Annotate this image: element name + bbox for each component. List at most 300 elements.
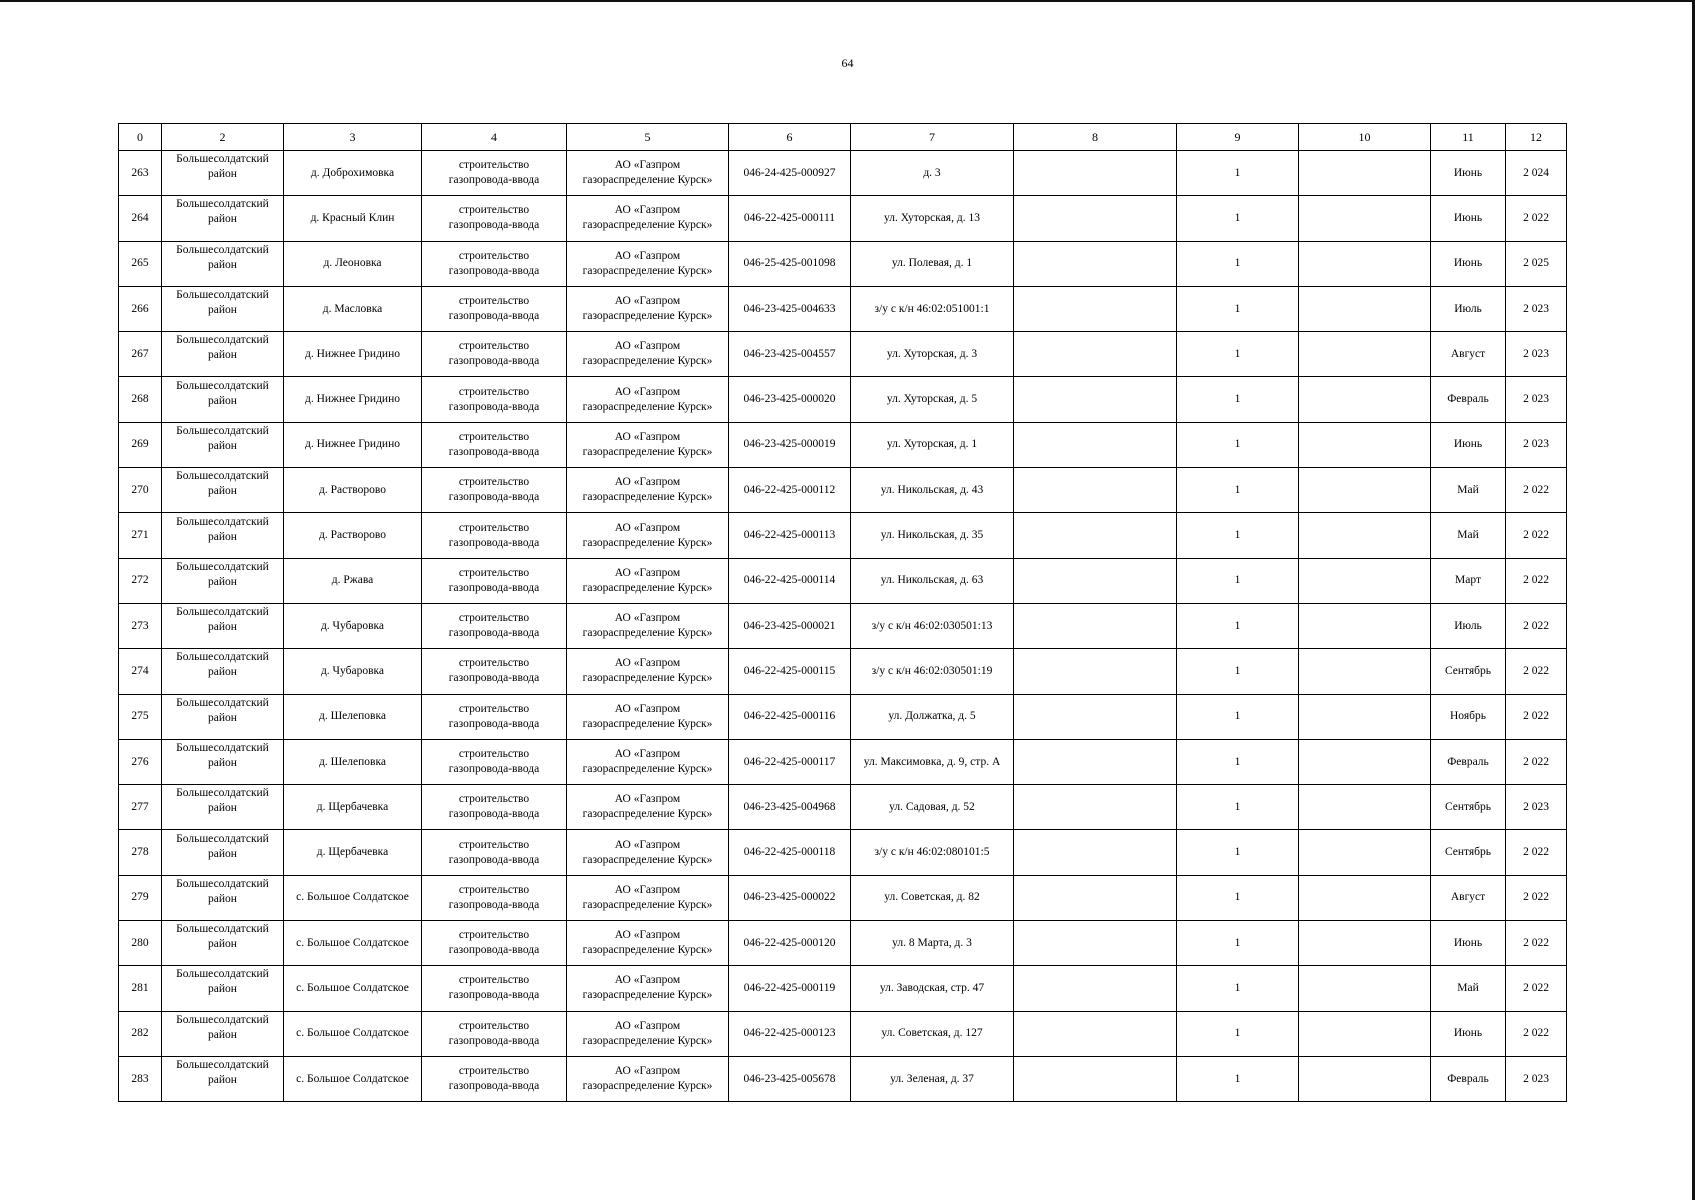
table-row (119, 151, 1567, 196)
month-cell: Август (1431, 875, 1506, 920)
month-cell: Февраль (1431, 377, 1506, 422)
district-text (164, 243, 281, 273)
object-code-cell: 046-22-425-000123 (729, 1011, 851, 1056)
table-row (119, 468, 1567, 513)
address-cell: ул. Хуторская, д. 13 (851, 196, 1014, 241)
cell-text-line: Большесолдатский (176, 334, 269, 347)
cell-text-line: Большесолдатский (176, 470, 269, 483)
table-row (119, 785, 1567, 830)
cell-text-line: район (208, 847, 237, 860)
table-row (119, 603, 1567, 648)
cell-text-line: Большесолдатский (176, 787, 269, 800)
cell-text-line: строительство (458, 430, 530, 443)
work-type-cell (422, 513, 567, 558)
row-number-cell: 275 (119, 694, 162, 739)
organization-cell (567, 875, 729, 920)
address-cell: ул. Никольская, д. 35 (851, 513, 1014, 558)
year-cell: 2 022 (1506, 513, 1567, 558)
column-10-cell (1299, 875, 1431, 920)
organization-cell (567, 966, 729, 1011)
object-code-cell: 046-23-425-000019 (729, 422, 851, 467)
district-text (164, 832, 281, 862)
table-row (119, 830, 1567, 875)
year-cell: 2 022 (1506, 694, 1567, 739)
object-code-cell: 046-22-425-000118 (729, 830, 851, 875)
quantity-cell: 1 (1177, 694, 1299, 739)
table-row (119, 694, 1567, 739)
district-text (164, 605, 281, 635)
organization-cell (567, 649, 729, 694)
cell-text-line: газораспределение Курск» (582, 808, 713, 821)
cell-text-line: АО «Газпром (614, 838, 681, 851)
cell-text-line: строительство (458, 1065, 530, 1078)
address-cell: ул. Заводская, стр. 47 (851, 966, 1014, 1011)
address-cell: ул. Максимовка, д. 9, стр. А (851, 739, 1014, 784)
cell-text-line: район (208, 168, 237, 181)
column-8-cell (1014, 603, 1177, 648)
quantity-cell: 1 (1177, 785, 1299, 830)
cell-text-line: строительство (458, 566, 530, 579)
locality-cell: д. Чубаровка (284, 603, 422, 648)
address-cell: ул. Никольская, д. 63 (851, 558, 1014, 603)
address-cell: з/у с к/н 46:02:030501:13 (851, 603, 1014, 648)
column-8-cell (1014, 830, 1177, 875)
work-type-cell (422, 966, 567, 1011)
district-cell (162, 1011, 284, 1056)
district-text (164, 1058, 281, 1088)
district-text (164, 741, 281, 771)
year-cell: 2 022 (1506, 966, 1567, 1011)
cell-text-line: район (208, 892, 237, 905)
column-10-cell (1299, 151, 1431, 196)
cell-text-line: газораспределение Курск» (582, 944, 713, 957)
organization-cell (567, 513, 729, 558)
table-row (119, 875, 1567, 920)
locality-cell: д. Масловка (284, 286, 422, 331)
cell-text-line: газопровода-ввода (448, 1034, 540, 1047)
cell-text-line: газораспределение Курск» (582, 581, 713, 594)
work-type-cell (422, 377, 567, 422)
cell-text-line: газопровода-ввода (448, 491, 540, 504)
district-text (164, 922, 281, 952)
cell-text-line: газопровода-ввода (448, 310, 540, 323)
table-row (119, 241, 1567, 286)
quantity-cell: 1 (1177, 875, 1299, 920)
cell-text-line: газопровода-ввода (448, 763, 540, 775)
column-10-cell (1299, 966, 1431, 1011)
table-row (119, 558, 1567, 603)
locality-cell: д. Щербачевка (284, 830, 422, 875)
gas-connection-table (118, 123, 1567, 1102)
year-cell: 2 023 (1506, 377, 1567, 422)
locality-cell: с. Большое Солдатское (284, 1056, 422, 1101)
quantity-cell: 1 (1177, 241, 1299, 286)
address-cell: ул. Хуторская, д. 5 (851, 377, 1014, 422)
month-cell: Февраль (1431, 739, 1506, 784)
cell-text-line: Большесолдатский (176, 515, 269, 528)
cell-text-line: газопровода-ввода (448, 944, 540, 957)
address-cell: ул. 8 Марта, д. 3 (851, 921, 1014, 966)
column-8-cell (1014, 286, 1177, 331)
organization-cell (567, 603, 729, 648)
quantity-cell: 1 (1177, 966, 1299, 1011)
column-10-cell (1299, 921, 1431, 966)
row-number-cell: 281 (119, 966, 162, 1011)
quantity-cell: 1 (1177, 921, 1299, 966)
year-cell: 2 023 (1506, 422, 1567, 467)
object-code-cell: 046-22-425-000119 (729, 966, 851, 1011)
cell-text-line: район (208, 757, 237, 769)
cell-text-line: АО «Газпром (614, 476, 681, 489)
cell-text-line: Большесолдатский (176, 424, 269, 437)
address-cell: ул. Никольская, д. 43 (851, 468, 1014, 513)
column-8-cell (1014, 739, 1177, 784)
cell-text-line: район (208, 575, 237, 588)
district-cell (162, 377, 284, 422)
object-code-cell: 046-23-425-004557 (729, 332, 851, 377)
locality-cell: д. Шелеповка (284, 694, 422, 739)
row-number-cell: 278 (119, 830, 162, 875)
column-10-cell (1299, 422, 1431, 467)
cell-text-line: газораспределение Курск» (582, 1034, 713, 1047)
column-header: 6 (729, 124, 851, 151)
cell-text-line: строительство (458, 974, 530, 987)
cell-text-line: АО «Газпром (614, 566, 681, 579)
page-border-top (0, 0, 1695, 2)
month-cell: Май (1431, 513, 1506, 558)
column-10-cell (1299, 286, 1431, 331)
quantity-cell: 1 (1177, 558, 1299, 603)
organization-cell (567, 694, 729, 739)
quantity-cell: 1 (1177, 422, 1299, 467)
address-cell: ул. Должатка, д. 5 (851, 694, 1014, 739)
work-type-cell (422, 921, 567, 966)
locality-cell: д. Ржава (284, 558, 422, 603)
cell-text-line: строительство (458, 295, 530, 308)
locality-cell: с. Большое Солдатское (284, 875, 422, 920)
organization-cell (567, 286, 729, 331)
cell-text-line: строительство (458, 612, 530, 625)
column-10-cell (1299, 603, 1431, 648)
column-10-cell (1299, 649, 1431, 694)
district-cell (162, 966, 284, 1011)
year-cell: 2 023 (1506, 1056, 1567, 1101)
year-cell: 2 023 (1506, 785, 1567, 830)
object-code-cell: 046-23-425-004633 (729, 286, 851, 331)
column-header: 5 (567, 124, 729, 151)
column-8-cell (1014, 332, 1177, 377)
month-cell: Июль (1431, 286, 1506, 331)
cell-text-line: газопровода-ввода (448, 808, 540, 821)
column-10-cell (1299, 694, 1431, 739)
organization-cell (567, 785, 729, 830)
cell-text-line: Большесолдатский (176, 1059, 269, 1072)
quantity-cell: 1 (1177, 377, 1299, 422)
cell-text-line: строительство (458, 793, 530, 806)
organization-cell (567, 196, 729, 241)
district-cell (162, 921, 284, 966)
column-header: 0 (119, 124, 162, 151)
cell-text-line: газораспределение Курск» (582, 853, 713, 866)
column-8-cell (1014, 513, 1177, 558)
cell-text-line: АО «Газпром (614, 657, 681, 670)
district-text (164, 424, 281, 454)
row-number-cell: 265 (119, 241, 162, 286)
month-cell: Июнь (1431, 151, 1506, 196)
object-code-cell: 046-22-425-000112 (729, 468, 851, 513)
cell-text-line: АО «Газпром (614, 1065, 681, 1078)
cell-text-line: газораспределение Курск» (582, 400, 713, 413)
object-code-cell: 046-24-425-000927 (729, 151, 851, 196)
cell-text-line: строительство (458, 1019, 530, 1032)
cell-text-line: газораспределение Курск» (582, 174, 713, 187)
cell-text-line: Большесолдатский (176, 832, 269, 845)
table-row (119, 1011, 1567, 1056)
cell-text-line: газопровода-ввода (448, 581, 540, 594)
cell-text-line: газопровода-ввода (448, 898, 540, 911)
year-cell: 2 022 (1506, 603, 1567, 648)
cell-text-line: район (208, 213, 237, 226)
district-cell (162, 468, 284, 513)
cell-text-line: Большесолдатский (176, 198, 269, 211)
column-8-cell (1014, 422, 1177, 467)
work-type-cell (422, 332, 567, 377)
month-cell: Июль (1431, 603, 1506, 648)
column-8-cell (1014, 694, 1177, 739)
organization-cell (567, 151, 729, 196)
cell-text-line: газопровода-ввода (448, 400, 540, 413)
object-code-cell: 046-22-425-000120 (729, 921, 851, 966)
cell-text-line: газораспределение Курск» (582, 989, 713, 1002)
month-cell: Март (1431, 558, 1506, 603)
month-cell: Сентябрь (1431, 830, 1506, 875)
work-type-cell (422, 1056, 567, 1101)
quantity-cell: 1 (1177, 830, 1299, 875)
locality-cell: д. Нижнее Гридино (284, 332, 422, 377)
quantity-cell: 1 (1177, 286, 1299, 331)
cell-text-line: газораспределение Курск» (582, 264, 713, 277)
locality-cell: д. Растворово (284, 468, 422, 513)
row-number-cell: 279 (119, 875, 162, 920)
year-cell: 2 023 (1506, 332, 1567, 377)
work-type-cell (422, 286, 567, 331)
cell-text-line: район (208, 938, 237, 951)
cell-text-line: район (208, 394, 237, 407)
cell-text-line: газопровода-ввода (448, 853, 540, 866)
district-cell (162, 151, 284, 196)
organization-cell (567, 241, 729, 286)
month-cell: Июнь (1431, 921, 1506, 966)
column-header: 8 (1014, 124, 1177, 151)
district-text (164, 469, 281, 499)
cell-text-line: газопровода-ввода (448, 627, 540, 640)
cell-text-line: АО «Газпром (614, 883, 681, 896)
cell-text-line: газораспределение Курск» (582, 355, 713, 368)
column-header: 11 (1431, 124, 1506, 151)
work-type-cell (422, 1011, 567, 1056)
column-10-cell (1299, 332, 1431, 377)
district-cell (162, 785, 284, 830)
column-header: 10 (1299, 124, 1431, 151)
cell-text-line: газораспределение Курск» (582, 717, 713, 730)
cell-text-line: газораспределение Курск» (582, 219, 713, 232)
column-10-cell (1299, 196, 1431, 241)
column-header: 7 (851, 124, 1014, 151)
district-text (164, 333, 281, 363)
cell-text-line: Большесолдатский (176, 742, 269, 754)
row-number-cell: 271 (119, 513, 162, 558)
quantity-cell: 1 (1177, 649, 1299, 694)
district-cell (162, 875, 284, 920)
cell-text-line: Большесолдатский (176, 1013, 269, 1026)
cell-text-line: АО «Газпром (614, 521, 681, 534)
district-cell (162, 422, 284, 467)
address-cell: ул. Хуторская, д. 3 (851, 332, 1014, 377)
work-type-cell (422, 468, 567, 513)
district-cell (162, 241, 284, 286)
year-cell: 2 022 (1506, 558, 1567, 603)
column-header: 9 (1177, 124, 1299, 151)
organization-cell (567, 921, 729, 966)
month-cell: Ноябрь (1431, 694, 1506, 739)
row-number-cell: 270 (119, 468, 162, 513)
month-cell: Май (1431, 966, 1506, 1011)
cell-text-line: район (208, 304, 237, 317)
work-type-cell (422, 422, 567, 467)
cell-text-line: район (208, 711, 237, 724)
work-type-cell (422, 649, 567, 694)
cell-text-line: Большесолдатский (176, 968, 269, 981)
cell-text-line: строительство (458, 249, 530, 262)
cell-text-line: район (208, 983, 237, 996)
column-10-cell (1299, 785, 1431, 830)
cell-text-line: газопровода-ввода (448, 989, 540, 1002)
cell-text-line: Большесолдатский (176, 379, 269, 392)
locality-cell: д. Шелеповка (284, 739, 422, 784)
cell-text-line: газопровода-ввода (448, 717, 540, 730)
district-cell (162, 603, 284, 648)
cell-text-line: АО «Газпром (614, 929, 681, 942)
row-number-cell: 269 (119, 422, 162, 467)
row-number-cell: 272 (119, 558, 162, 603)
column-8-cell (1014, 377, 1177, 422)
cell-text-line: Большесолдатский (176, 877, 269, 890)
row-number-cell: 280 (119, 921, 162, 966)
cell-text-line: газораспределение Курск» (582, 763, 713, 775)
month-cell: Февраль (1431, 1056, 1506, 1101)
district-text (164, 786, 281, 816)
column-header: 3 (284, 124, 422, 151)
cell-text-line: район (208, 1028, 237, 1041)
cell-text-line: строительство (458, 838, 530, 851)
cell-text-line: Большесолдатский (176, 651, 269, 664)
organization-cell (567, 830, 729, 875)
cell-text-line: газопровода-ввода (448, 355, 540, 368)
row-number-cell: 263 (119, 151, 162, 196)
quantity-cell: 1 (1177, 513, 1299, 558)
locality-cell: д. Красный Клин (284, 196, 422, 241)
column-8-cell (1014, 1056, 1177, 1101)
quantity-cell: 1 (1177, 603, 1299, 648)
district-text (164, 1013, 281, 1043)
work-type-cell (422, 875, 567, 920)
district-text (164, 379, 281, 409)
column-10-cell (1299, 513, 1431, 558)
cell-text-line: АО «Газпром (614, 295, 681, 308)
locality-cell: д. Нижнее Гридино (284, 377, 422, 422)
column-8-cell (1014, 875, 1177, 920)
locality-cell: д. Щербачевка (284, 785, 422, 830)
year-cell: 2 022 (1506, 830, 1567, 875)
table-row (119, 1056, 1567, 1101)
month-cell: Июнь (1431, 196, 1506, 241)
column-8-cell (1014, 966, 1177, 1011)
column-8-cell (1014, 1011, 1177, 1056)
work-type-cell (422, 558, 567, 603)
month-cell: Май (1431, 468, 1506, 513)
cell-text-line: строительство (458, 476, 530, 489)
object-code-cell: 046-22-425-000116 (729, 694, 851, 739)
year-cell: 2 022 (1506, 649, 1567, 694)
column-header: 4 (422, 124, 567, 151)
work-type-cell (422, 694, 567, 739)
row-number-cell: 267 (119, 332, 162, 377)
table-row (119, 332, 1567, 377)
organization-cell (567, 422, 729, 467)
quantity-cell: 1 (1177, 151, 1299, 196)
cell-text-line: газопровода-ввода (448, 536, 540, 549)
locality-cell: д. Леоновка (284, 241, 422, 286)
table-row (119, 196, 1567, 241)
object-code-cell: 046-25-425-001098 (729, 241, 851, 286)
month-cell: Июнь (1431, 241, 1506, 286)
cell-text-line: район (208, 439, 237, 452)
district-cell (162, 286, 284, 331)
district-text (164, 197, 281, 227)
column-10-cell (1299, 241, 1431, 286)
district-text (164, 560, 281, 590)
object-code-cell: 046-22-425-000117 (729, 739, 851, 784)
month-cell: Сентябрь (1431, 649, 1506, 694)
table-row (119, 921, 1567, 966)
object-code-cell: 046-22-425-000111 (729, 196, 851, 241)
year-cell: 2 022 (1506, 921, 1567, 966)
cell-text-line: АО «Газпром (614, 249, 681, 262)
locality-cell: д. Чубаровка (284, 649, 422, 694)
cell-text-line: газопровода-ввода (448, 219, 540, 232)
cell-text-line: АО «Газпром (614, 204, 681, 217)
cell-text-line: Большесолдатский (176, 560, 269, 573)
cell-text-line: газопровода-ввода (448, 174, 540, 187)
column-header: 12 (1506, 124, 1567, 151)
object-code-cell: 046-23-425-005678 (729, 1056, 851, 1101)
page-number: 64 (841, 56, 854, 70)
quantity-cell: 1 (1177, 332, 1299, 377)
cell-text-line: строительство (458, 657, 530, 670)
year-cell: 2 022 (1506, 875, 1567, 920)
work-type-cell (422, 785, 567, 830)
address-cell: ул. Хуторская, д. 1 (851, 422, 1014, 467)
object-code-cell: 046-23-425-000021 (729, 603, 851, 648)
column-8-cell (1014, 151, 1177, 196)
cell-text-line: строительство (458, 521, 530, 534)
district-text (164, 696, 281, 726)
address-cell: ул. Полевая, д. 1 (851, 241, 1014, 286)
year-cell: 2 022 (1506, 196, 1567, 241)
district-text (164, 650, 281, 680)
cell-text-line: газопровода-ввода (448, 264, 540, 277)
column-10-cell (1299, 1056, 1431, 1101)
